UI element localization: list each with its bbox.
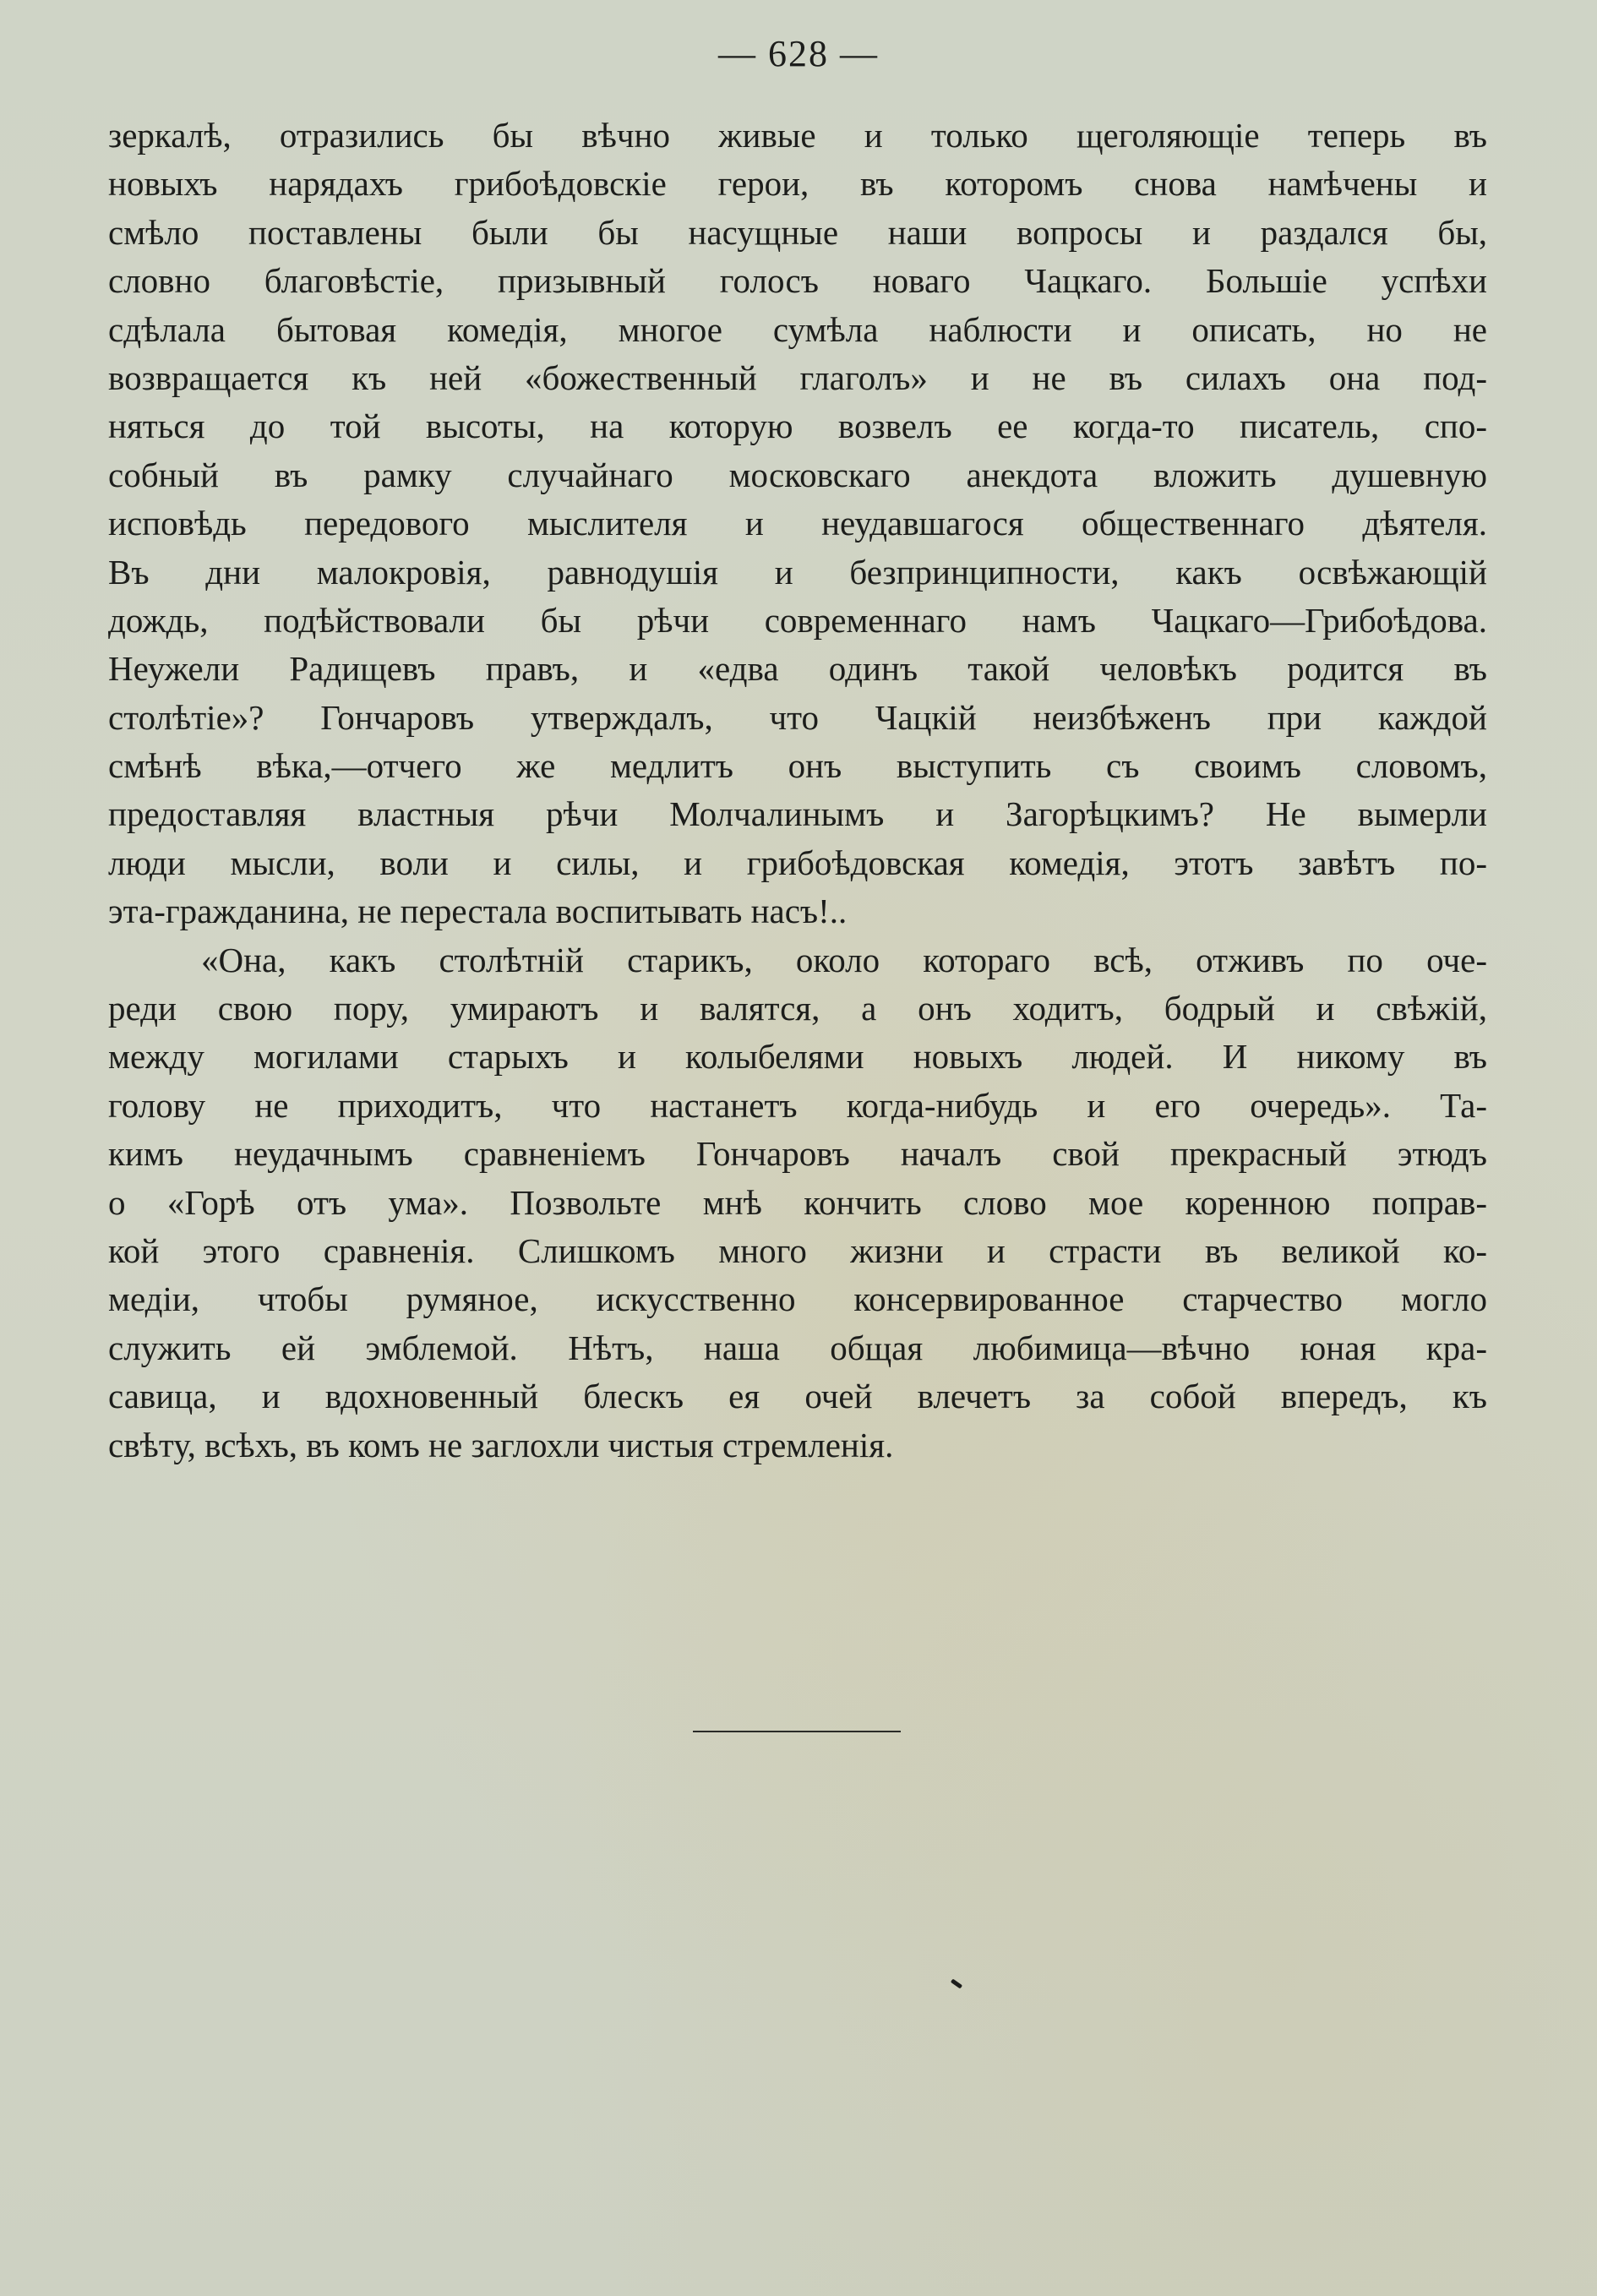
text-line: смѣнѣ вѣка,—отчего же медлитъ онъ выступить съ своимъ словомъ, — [108, 746, 1487, 786]
text-line: Неужели Радищевъ правъ, и «едва одинъ такой человѣкъ родится въ — [108, 649, 1487, 689]
section-end-rule — [693, 1731, 901, 1732]
text-line: кой этого сравненія. Слишкомъ много жизни и страсти въ великой ко- — [108, 1230, 1487, 1270]
text-line: медіи, чтобы румяное, искусственно консервированное старчество могло — [108, 1279, 1487, 1319]
text-line: возвращается къ ней «божественный глаголъ» и не въ силахъ она под- — [108, 357, 1487, 397]
text-line: Въ дни малокровія, равнодушія и безпринципности, какъ освѣжающій — [108, 552, 1487, 592]
text-line: смѣло поставлены были бы насущные наши вопросы и раздался бы, — [108, 212, 1487, 252]
paragraph-end-line: эта-гражданина, не перестала воспитывать насъ!.. — [108, 892, 848, 931]
text-line: дождь, подѣйствовали бы рѣчи современнаго намъ Чацкаго—Грибоѣдова. — [108, 600, 1487, 640]
text-line: савица, и вдохновенный блескъ ея очей влечетъ за собой впередъ, къ — [108, 1377, 1487, 1416]
text-line: о «Горѣ отъ ума». Позвольте мнѣ кончить слово мое коренною поправ- — [108, 1182, 1487, 1222]
text-line: между могилами старыхъ и колыбелями новыхъ людей. И никому въ — [108, 1037, 1487, 1077]
page-number: — 628 — — [718, 33, 879, 74]
text-line: няться до той высоты, на которую возвелъ ее когда-то писатель, спо- — [108, 406, 1487, 446]
text-line: голову не приходитъ, что настанетъ когда-нибудь и его очередь». Та- — [108, 1085, 1487, 1125]
paragraph-start-line: «Она, какъ столѣтній старикъ, около котораго всѣ, отживъ по оче- — [201, 940, 1487, 979]
text-line: новыхъ нарядахъ грибоѣдовскіе герои, въ которомъ снова намѣчены и — [108, 164, 1487, 204]
text-line: реди свою пору, умираютъ и валятся, а онъ ходитъ, бодрый и свѣжій, — [108, 989, 1487, 1028]
text-line: сдѣлала бытовая комедія, многое сумѣла наблюсти и описать, но не — [108, 309, 1487, 349]
text-line: собный въ рамку случайнаго московскаго анекдота вложить душевную — [108, 455, 1487, 494]
text-line: словно благовѣстіе, призывный голосъ новаго Чацкаго. Большіе успѣхи — [108, 261, 1487, 301]
text-line: зеркалѣ, отразились бы вѣчно живые и только щеголяющіе теперь въ — [108, 116, 1487, 155]
body-text — [108, 112, 1487, 1470]
text-line: столѣтіе»? Гончаровъ утверждалъ, что Чацкій неизбѣженъ при каждой — [108, 697, 1487, 737]
paragraph-end-line: свѣту, всѣхъ, въ комъ не заглохли чистыя стремленія. — [108, 1425, 894, 1464]
text-line: служить ей эмблемой. Нѣтъ, наша общая любимица—вѣчно юная кра- — [108, 1328, 1487, 1367]
text-line: люди мысли, воли и силы, и грибоѣдовская комедія, этотъ завѣтъ по- — [108, 843, 1487, 882]
text-line: кимъ неудачнымъ сравненіемъ Гончаровъ началъ свой прекрасный этюдъ — [108, 1134, 1487, 1174]
text-line: исповѣдь передового мыслителя и неудавшагося общественнаго дѣятеля. — [108, 504, 1487, 543]
text-line: предоставляя властныя рѣчи Молчалинымъ и Загорѣцкимъ? Не вымерли — [108, 794, 1487, 834]
ink-blot — [951, 1978, 962, 1988]
